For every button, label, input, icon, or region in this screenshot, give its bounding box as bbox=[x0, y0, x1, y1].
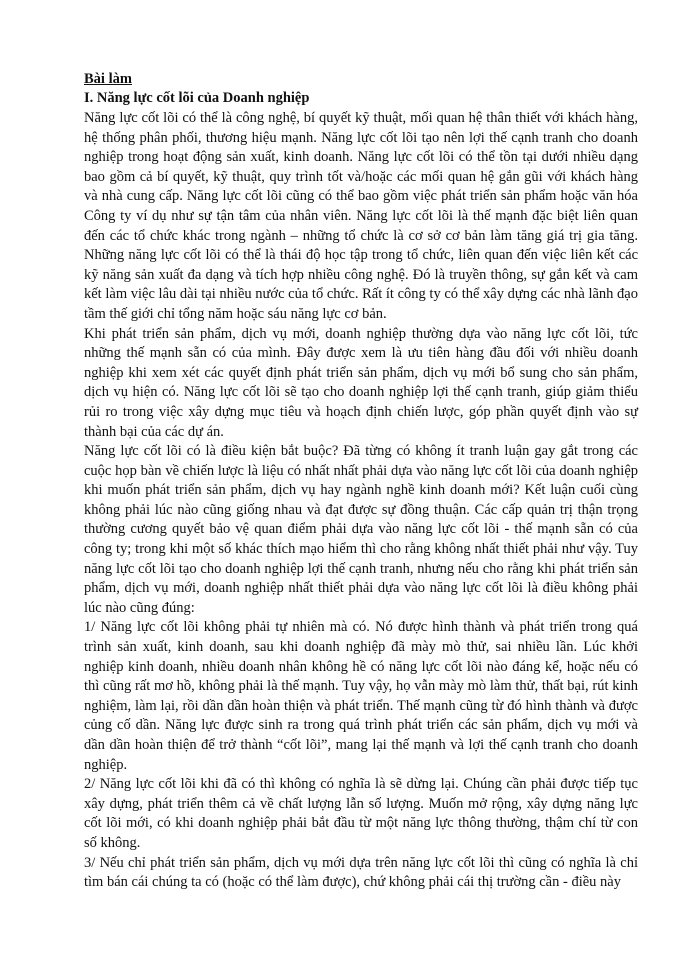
document-title: Bài làm bbox=[84, 71, 132, 87]
paragraph-point-2: 2/ Năng lực cốt lõi khi đã có thì không có nghĩa là sẽ dừng lại. Chúng cần phải được tiếp tục xây dựng, phát triển thêm cả về chất lượng lẫn số lượng. Muốn mở rộng, xây dựng năng lực cốt lõi mới, có khi doanh nghiệp phải bắt đầu từ một năng lực thông thường, thậm chí từ con số không. bbox=[84, 776, 638, 851]
paragraph-point-3: 3/ Nếu chỉ phát triển sản phẩm, dịch vụ mới dựa trên năng lực cốt lõi thì cũng có nghĩa là chỉ tìm bán cái chúng ta có (hoặc có thể làm được), chứ không phải cái thị trường cần - điều này bbox=[84, 854, 638, 891]
paragraph-debate: Năng lực cốt lõi có là điều kiện bắt buộc? Đã từng có không ít tranh luận gay gắt trong các cuộc họp bàn về chiến lược là liệu có nhất nhất phải dựa vào năng lực cốt lõi của doanh nghiệp khi muốn phát triển sản phẩm, dịch vụ hay ngành nghề kinh doanh mới? Kết luận cuối cùng không phải lúc nào cũng giống nhau và đạt được sự đồng thuận. Các cấp quản trị thận trọng thường cương quyết bảo vệ quan điểm phải dựa vào năng lực cốt lõi - thế mạnh sẵn có của công ty; trong khi một số khác thích mạo hiểm thì cho rằng không nhất thiết phải như vậy. Tuy năng lực cốt lõi tạo cho doanh nghiệp lợi thế cạnh tranh, nhưng nếu cho rằng khi phát triển sản phẩm, dịch vụ mới, doanh nghiệp nhất thiết phải dựa vào năng lực cốt lõi là điều không phải lúc nào cũng đúng: bbox=[84, 443, 638, 616]
section-heading: I. Năng lực cốt lõi của Doanh nghiệp bbox=[84, 90, 310, 106]
paragraph-point-1: 1/ Năng lực cốt lõi không phải tự nhiên mà có. Nó được hình thành và phát triển trong quá trình sản xuất, kinh doanh, sau khi doanh nghiệp đã mày mò thử, sai nhiều lần. Lúc khởi nghiệp kinh doanh, nhiều doanh nhân không hề có năng lực cốt lõi nào đáng kể, hoặc nếu có thì cũng rất mơ hồ, không phải là thế mạnh. Tuy vậy, họ vẫn mày mò làm thử, thất bại, rút kinh nghiệm, làm lại, rồi dần dần hoàn thiện và phát triển. Thế mạnh cũng từ đó hình thành và được củng cố dần. Năng lực được sinh ra trong quá trình phát triển các sản phẩm, dịch vụ mới và dần dần hoàn thiện để trở thành “cốt lõi”, mang lại thế mạnh và lợi thế cạnh tranh cho doanh nghiệp. bbox=[84, 619, 638, 773]
paragraph-intro: Năng lực cốt lõi có thể là công nghệ, bí quyết kỹ thuật, mối quan hệ thân thiết với khách hàng, hệ thống phân phối, thương hiệu mạnh. Năng lực cốt lõi tạo nên lợi thế cạnh tranh cho doanh nghiệp trong hoạt động sản xuất, kinh doanh. Năng lực cốt lõi có thể tồn tại dưới nhiều dạng bao gồm cả bí quyết, kỹ thuật, quy trình tốt và/hoặc các mối quan hệ gắn gũi với khách hàng và nhà cung cấp. Năng lực cốt lõi cũng có thể bao gồm việc phát triển sản phẩm hoặc văn hóa Công ty ví dụ như sự tận tâm của nhân viên. Năng lực cốt lõi là thế mạnh đặc biệt liên quan đến các tổ chức khác trong ngành – những tổ chức là cơ sở cơ bản làm tăng giá trị gia tăng. Những năng lực cốt lõi có thể là thái độ học tập trong tổ chức, liên quan đến việc liên kết các kỹ năng sản xuất đa dạng và tích hợp nhiều công nghệ. Đó là truyền thông, sự gắn kết và cam kết làm việc lâu dài tại nhiều nước của tổ chức. Rất ít công ty có thể xây dựng các nhà lãnh đạo tầm thế giới chỉ tổng năm hoặc sáu năng lực cơ bản. bbox=[84, 110, 638, 322]
paragraph-product-development: Khi phát triển sản phẩm, dịch vụ mới, doanh nghiệp thường dựa vào năng lực cốt lõi, tức những thế mạnh sẵn có của mình. Đây được xem là ưu tiên hàng đầu đối với nhiều doanh nghiệp khi xem xét các quyết định phát triển sản phẩm, dịch vụ mới bổ sung cho sản phẩm, dịch vụ hiện có. Năng lực cốt lõi sẽ tạo cho doanh nghiệp lợi thế cạnh tranh, giúp giảm thiểu rủi ro trong việc xây dựng mục tiêu và hoạch định chiến lược, góp phần quyết định vào sự thành bại của các dự án. bbox=[84, 325, 638, 440]
